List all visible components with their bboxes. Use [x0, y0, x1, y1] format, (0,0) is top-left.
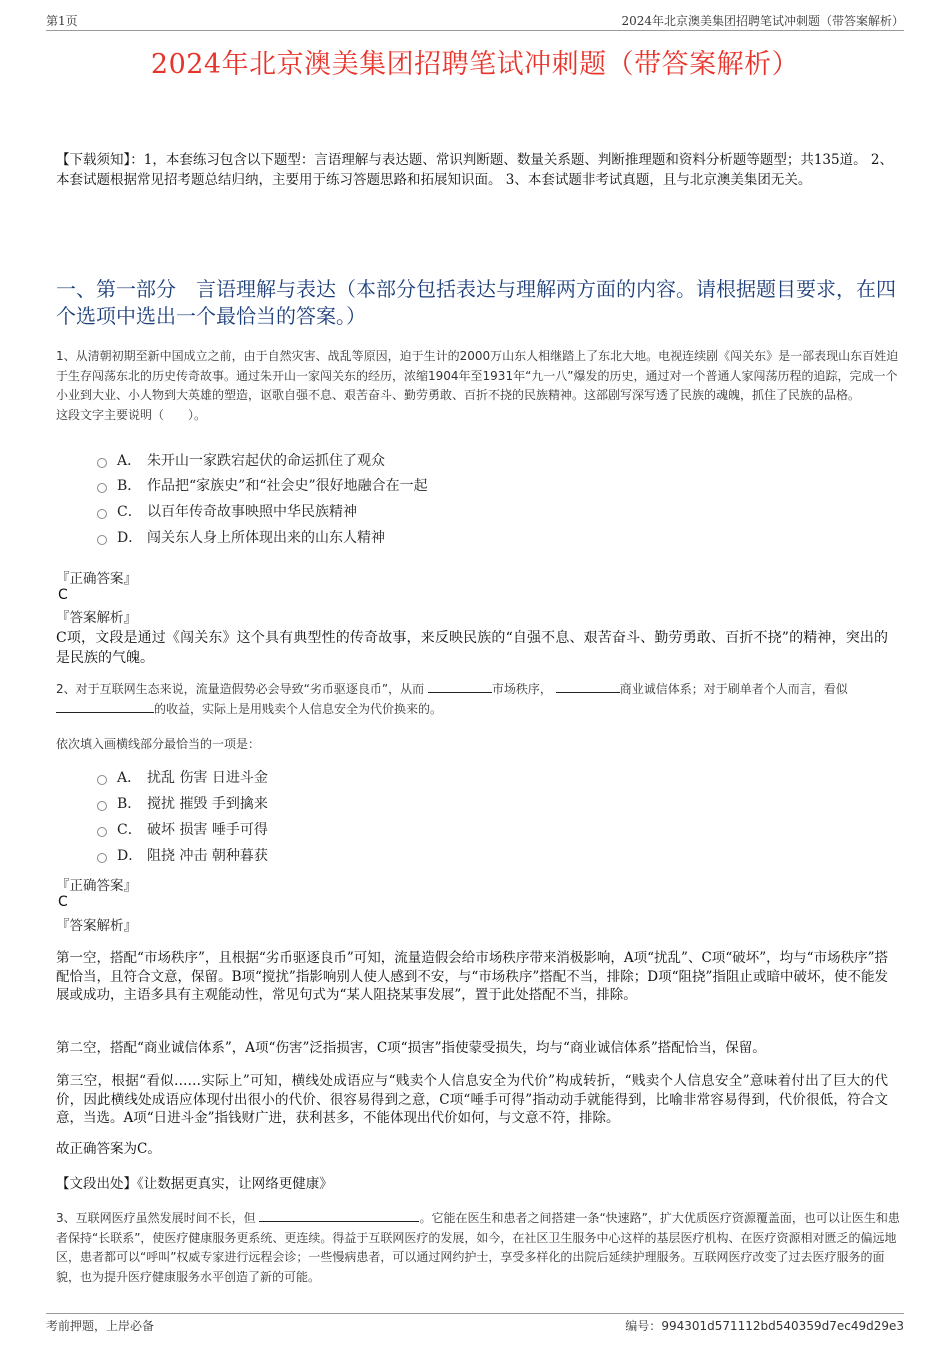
option-text: 作品把“家族史”和“社会史”很好地融合在一起	[147, 478, 428, 494]
q2-answer-label: 『正确答案』	[56, 878, 137, 894]
option-letter: D．	[117, 848, 143, 864]
footer-slogan: 考前押题，上岸必备	[46, 1319, 155, 1333]
q2-analysis-label: 『答案解析』	[56, 918, 137, 934]
radio-icon[interactable]	[97, 458, 107, 468]
q2-answer: C	[58, 894, 68, 910]
q1-answer: C	[58, 587, 68, 603]
q1-option-c[interactable]	[97, 502, 357, 522]
question-2-stem	[56, 680, 906, 719]
option-letter: B．	[117, 478, 142, 494]
option-letter: A．	[117, 770, 142, 786]
q2-analysis-blank-2: 第二空，搭配“商业诚信体系”，A项“伤害”泛指损害，C项“损害”指使蒙受损失，均与“商业诚信体系”搭配恰当，保留。	[56, 1040, 766, 1056]
q2-prompt-text: 依次填入画横线部分最恰当的一项是：	[56, 737, 261, 751]
option-text: 朱开山一家跌宕起伏的命运抓住了观众	[147, 453, 385, 469]
q1-analysis: C项，文段是通过《闯关东》这个具有典型性的传奇故事，来反映民族的“自强不息、艰苦奋斗、勤劳勇敢、百折不挠”的精神，突出的是民族的气魄。	[56, 630, 888, 666]
q2-option-d[interactable]	[97, 846, 268, 866]
q2-stem-part: 的收益，实际上是用贱卖个人信息安全为代价换来的。	[154, 701, 443, 716]
question-1-text: 1、从清朝初期至新中国成立之前，由于自然灾害、战乱等原因，迫于生计的2000万山东人相继踏上了东北大地。电视连续剧《闯关东》是一部表现山东百姓迫于生存闯荡东北的历史传奇故事。通过朱开山一家闯关东的经历，浓缩1904年至1931年“九一八”爆发的历史，通过对一个普通人家闯荡历程的追踪，完成一个小业到大业、小人物到大英雄的塑造，讴歌自强不息、艰苦奋斗、勤劳勇敢、百折不挠的民族精神。这部剧写深写透了民族的魂魄，抓住了民族的品格。	[56, 349, 899, 402]
q1-analysis-label: 『答案解析』	[56, 610, 137, 626]
option-text: 破坏 损害 唾手可得	[147, 822, 268, 838]
header-doc-title: 2024年北京澳美集团招聘笔试冲刺题（带答案解析）	[621, 14, 904, 28]
q3-stem-part: 3、互联网医疗虽然发展时间不长，但	[56, 1211, 256, 1225]
radio-icon[interactable]	[97, 827, 107, 837]
page-header	[46, 12, 904, 31]
option-letter: C．	[117, 822, 142, 838]
option-letter: D．	[117, 530, 143, 546]
radio-icon[interactable]	[97, 535, 107, 545]
q2-analysis-blank-1: 第一空，搭配“市场秩序”，且根据“劣币驱逐良币”可知，流量造假会给市场秩序带来消极影响，A项“扰乱”、C项“破坏”，均与“市场秩序”搭配恰当，且符合文意，保留。B项“搅扰”指影响别人使人感到不安，与“市场秩序”搭配不当，排除；D项“阻挠”指阻止或暗中破坏，使不能发展或成功，主语多具有主观能动性，常见句式为“某人阻挠某事发展”，置于此处搭配不当，排除。	[56, 950, 888, 1003]
q2-analysis-blank-3: 第三空，根据“看似……实际上”可知，横线处成语应与“贱卖个人信息安全为代价”构成转折，“贱卖个人信息安全”意味着付出了巨大的代价，因此横线处成语应体现付出很小的代价、很容易得到之意，C项“唾手可得”指动动手就能得到，比喻非常容易得到，代价很低，符合文意，当选。A项“日进斗金”指钱财广进，获利甚多，不能体现出代价如何，与文意不符，排除。	[56, 1073, 888, 1126]
q2-option-a[interactable]	[97, 768, 268, 788]
q1-option-b[interactable]	[97, 476, 428, 496]
section-heading: 一、第一部分 言语理解与表达（本部分包括表达与理解两方面的内容。请根据题目要求，在四个选项中选出一个最恰当的答案。）	[56, 277, 896, 328]
page-number: 第1页	[46, 14, 78, 28]
radio-icon[interactable]	[97, 853, 107, 863]
option-text: 闯关东人身上所体现出来的山东人精神	[147, 530, 385, 546]
option-letter: C．	[117, 504, 142, 520]
blank-line	[259, 1209, 419, 1222]
q2-conclusion: 故正确答案为C。	[56, 1141, 161, 1157]
q2-stem-part: 2、对于互联网生态来说，流量造假势必会导致“劣币驱逐良币”，从而	[56, 682, 425, 696]
question-1-stem	[56, 347, 906, 425]
option-text: 阻挠 冲击 朝种暮获	[147, 848, 268, 864]
question-3-stem	[56, 1209, 906, 1287]
option-letter: A．	[117, 453, 142, 469]
document-title: 2024年北京澳美集团招聘笔试冲刺题（带答案解析）	[150, 49, 800, 80]
radio-icon[interactable]	[97, 775, 107, 785]
radio-icon[interactable]	[97, 509, 107, 519]
question-1-prompt: 这段文字主要说明（ ）。	[56, 407, 207, 422]
option-text: 扰乱 伤害 日进斗金	[147, 770, 268, 786]
q1-answer-label: 『正确答案』	[56, 571, 137, 587]
question-2-prompt	[56, 735, 906, 755]
option-text: 以百年传奇故事映照中华民族精神	[147, 504, 357, 520]
q2-option-c[interactable]	[97, 820, 268, 840]
q2-source: 【文段出处】《让数据更真实，让网络更健康》	[56, 1176, 333, 1192]
footer-code-label: 编号：	[625, 1319, 662, 1333]
q2-stem-part: 商业诚信体系；对于刷单者个人而言，看似	[619, 682, 848, 696]
q1-option-d[interactable]	[97, 528, 385, 548]
q3-stem-part: 。它能在医生和患者之间搭建一条“快速路”，扩大优质医疗资源覆盖面，也可以让医生和患者保持“长联系”，使医疗健康服务更系统、更连续。得益于互联网医疗的发展，如今，在社区卫生服务中心这样的基层医疗机构、在医疗资源相对匮乏的偏远地区，患者都可以“呼叫”权威专家进行远程会诊；一些慢病患者，可以通过网约护士，享受多样化的出院后延续护理服务。互联网医疗改变了过去医疗服务的面貌，也为提升医疗健康服务水平创造了新的可能。	[56, 1211, 900, 1284]
radio-icon[interactable]	[97, 483, 107, 493]
blank-line	[428, 680, 492, 693]
footer-code	[625, 1317, 904, 1334]
q2-option-b[interactable]	[97, 794, 268, 814]
blank-line	[56, 700, 154, 713]
option-letter: B．	[117, 796, 142, 812]
q2-stem-part: 市场秩序，	[491, 682, 552, 696]
footer-code-value: 994301d571112bd540359d7ec49d29e3	[661, 1319, 904, 1333]
page-footer	[46, 1313, 904, 1334]
q1-option-a[interactable]	[97, 451, 385, 471]
option-text: 搅扰 摧毁 手到擒来	[147, 796, 268, 812]
radio-icon[interactable]	[97, 801, 107, 811]
blank-line	[556, 680, 620, 693]
download-notice: 【下载须知】：1，本套练习包含以下题型：言语理解与表达题、常识判断题、数量关系题、判断推理题和资料分析题等题型；共135道。 2、本套试题根据常见招考题总结归纳，主要用于练习答题思路和拓展知识面。 3、本套试题非考试真题，且与北京澳美集团无关。	[56, 152, 893, 188]
